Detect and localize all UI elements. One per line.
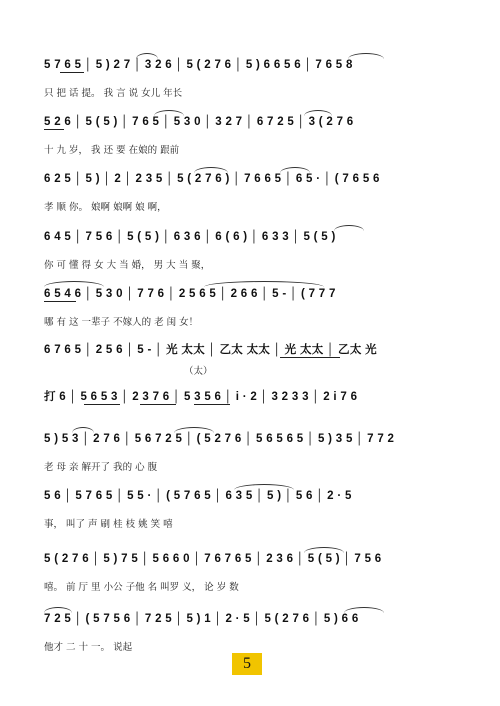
slur-arc [348,53,384,59]
notation-line: 打 6 │ 5 6 5 3 │ 2 3 7 6 │ 5 3 5 6 │ i · 2 │ 3 2 3 3 │ 2 i 7 6 [44,391,358,403]
slur-arc [204,281,324,287]
lyric-line: 十 九 岁， 我 还 要 在娘的 跟前 [44,145,180,156]
notation-line: 5 7 6 5 │ 5 ) 2 7 │ 3 2 6 │ 5 ( 2 7 6 │ 5 ) 6 6 5 6 │ 7 6 5 8 [44,59,353,71]
slur-arc [304,110,332,116]
lyric-line: 只 把 话 提。 我 言 说 女儿 年长 [44,88,183,99]
notation-line: 6 7 6 5 │ 2 5 6 │ 5 - │ 光 太太 │ 乙太 太太 │ 光 太太 │ 乙太 光 [44,344,377,356]
beam-underline [84,404,120,405]
notation-line: 5 ( 2 7 6 │ 5 ) 7 5 │ 5 6 6 0 │ 7 6 7 6 5 │ 2 3 6 │ 5 ( 5 ) │ 7 5 6 [44,553,382,565]
lyric-line: 嘻。 前 厅 里 小公 子他 名 叫罗 义， 论 岁 数 [44,582,239,593]
beam-underline [280,357,340,358]
beam-underline [194,404,230,405]
notation-line: 5 2 6 │ 5 ( 5 ) │ 7 6 5 │ 5 3 0 │ 3 2 7 │ 6 7 2 5 │ 3 ( 2 7 6 [44,116,354,128]
slur-arc [344,607,384,613]
beam-underline [44,301,76,302]
notation-line: 7 2 5 │ ( 5 7 5 6 │ 7 2 5 │ 5 ) 1 │ 2 · 5 │ 5 ( 2 7 6 │ 5 ) 6 6 [44,613,359,625]
notation-line: 6 4 5 │ 7 5 6 │ 5 ( 5 ) │ 6 3 6 │ 6 ( 6 ) │ 6 3 3 │ 5 ( 5 ) [44,231,336,243]
slur-arc [72,427,94,433]
notation-line: 5 6 │ 5 7 6 5 │ 5 5 · │ ( 5 7 6 5 │ 6 3 5 │ 5 ) │ 5 6 │ 2 · 5 [44,490,352,502]
slur-arc [136,53,158,59]
slur-arc [154,110,184,116]
beam-underline [44,129,64,130]
lyric-line: 你 可 懂 得 女 大 当 婚， 男 大 当 聚， [44,260,211,271]
notation-line: 6 2 5 │ 5 ) │ 2 │ 2 3 5 │ 5 ( 2 7 6 ) │ 7 6 6 5 │ 6 5 · │ ( 7 6 5 6 [44,173,380,185]
slur-arc [234,484,294,490]
slur-arc [194,167,228,173]
slur-arc [44,607,72,613]
lyric-line: 老 母 亲 解开了 我的 心 腹 [44,462,158,473]
slur-arc [304,547,344,553]
beam-underline [60,72,84,73]
beam-underline [140,404,176,405]
lyric-line: 孝 顺 你。 娘啊 娘啊 娘 啊， [44,202,167,213]
notation-line: 6 5 4 6 │ 5 3 0 │ 7 7 6 │ 2 5 6 5 │ 2 6 6 │ 5 - │ ( 7 7 7 [44,288,336,300]
lyric-line: （太） [184,366,213,377]
slur-arc [334,225,364,231]
lyric-line: 事， 叫了 声 刷 桂 枝 姚 笑 嘻 [44,519,173,530]
page-number: 5 [232,653,262,675]
slur-arc [174,427,214,433]
notation-line: 5 ) 5 3 │ 2 7 6 │ 5 6 7 2 5 │ ( 5 2 7 6 │ 5 6 5 6 5 │ 5 ) 3 5 │ 7 7 2 [44,433,395,445]
lyric-line: 哪 有 这 一辈子 不嫁人的 老 闺 女！ [44,317,199,328]
slur-arc [44,281,104,287]
slur-arc [280,167,310,173]
lyric-line: 他才 二 十 一。 说起 [44,642,133,653]
